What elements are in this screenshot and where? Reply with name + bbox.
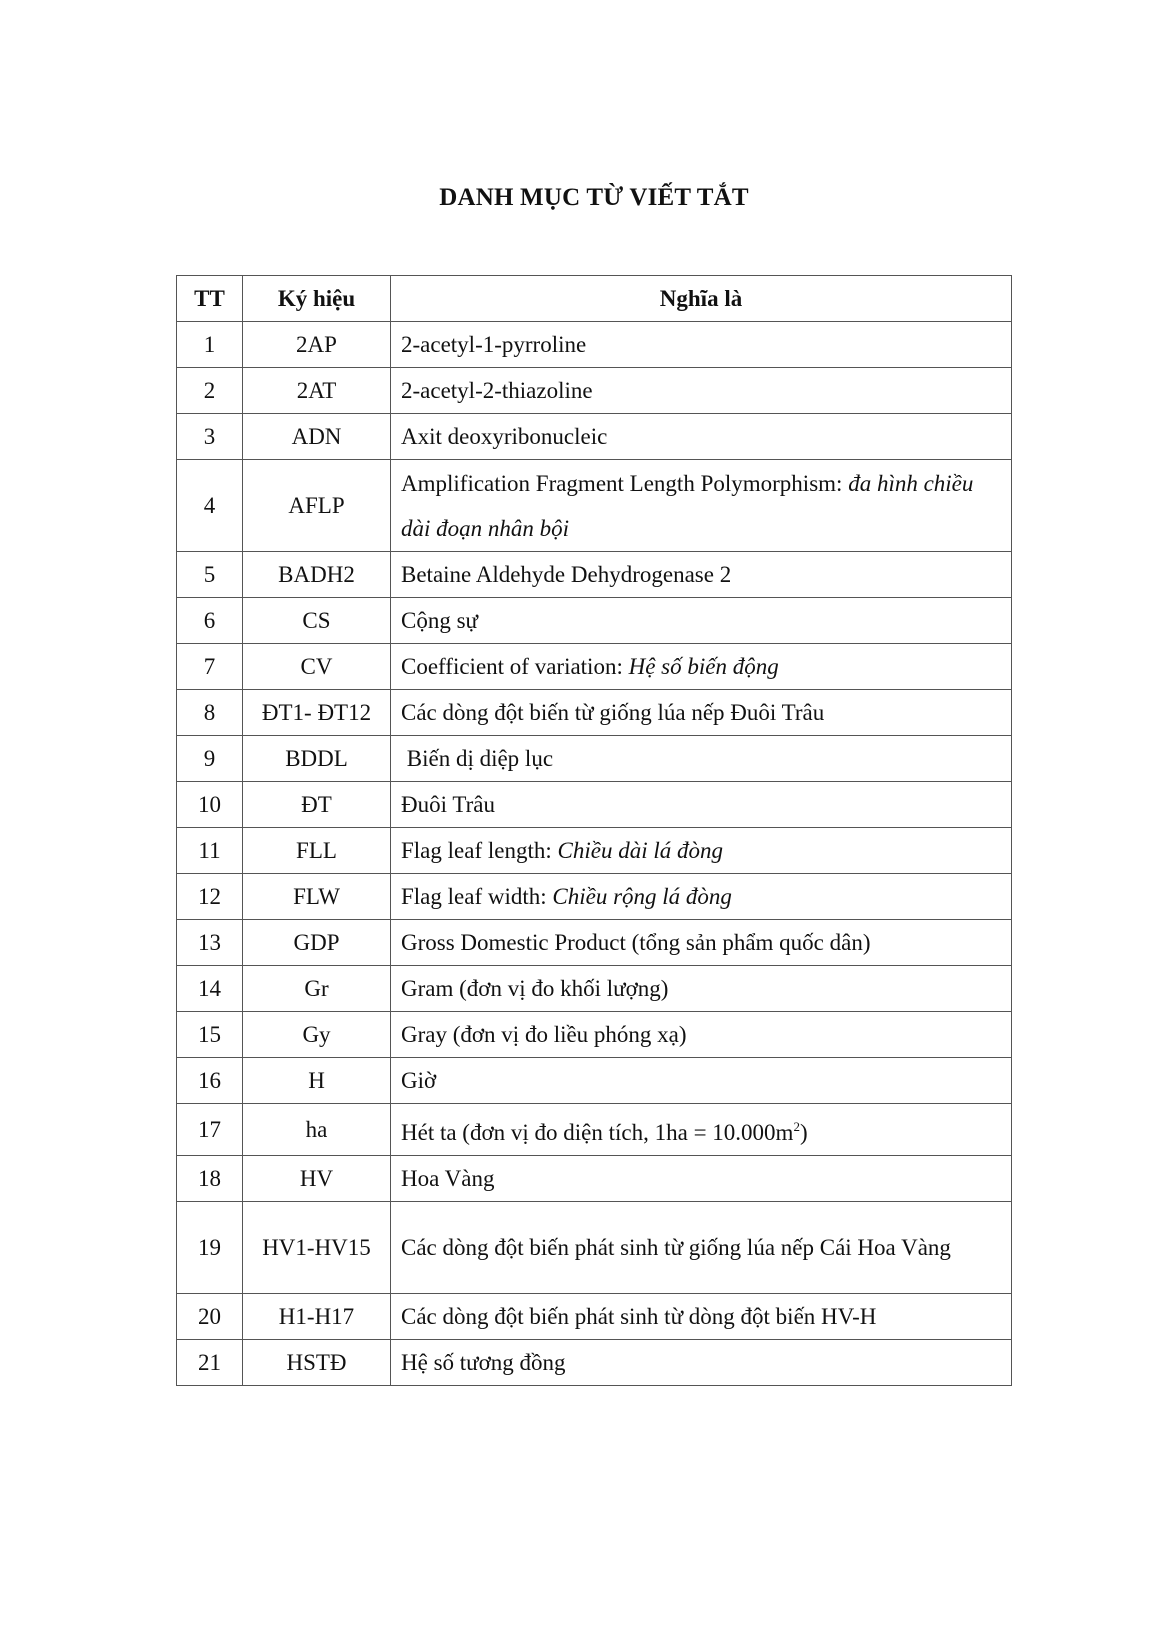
row-meaning bbox=[391, 966, 1012, 1012]
row-meaning bbox=[391, 828, 1012, 874]
table-row bbox=[177, 1104, 1012, 1156]
row-number: 8 bbox=[177, 690, 243, 736]
row-number: 18 bbox=[177, 1156, 243, 1202]
row-meaning bbox=[391, 1294, 1012, 1340]
meaning-text: Gray (đơn vị đo liều phóng xạ) bbox=[401, 1022, 687, 1047]
meaning-text: Coefficient of variation: bbox=[401, 654, 629, 679]
row-number: 4 bbox=[177, 460, 243, 552]
row-number: 12 bbox=[177, 874, 243, 920]
meaning-text: Các dòng đột biến từ giống lúa nếp Đuôi Trâu bbox=[401, 700, 825, 725]
meaning-text: Hoa Vàng bbox=[401, 1166, 495, 1191]
meaning-text: Amplification Fragment Length Polymorphism: bbox=[401, 470, 849, 496]
row-meaning bbox=[391, 874, 1012, 920]
row-number: 1 bbox=[177, 322, 243, 368]
meaning-text: Axit deoxyribonucleic bbox=[401, 424, 608, 449]
row-symbol: HV bbox=[243, 1156, 391, 1202]
meaning-text: Giờ bbox=[401, 1068, 437, 1093]
row-meaning bbox=[391, 1012, 1012, 1058]
meaning-text: Flag leaf width: bbox=[401, 884, 553, 909]
row-meaning bbox=[391, 1340, 1012, 1386]
row-number: 15 bbox=[177, 1012, 243, 1058]
row-meaning bbox=[391, 1058, 1012, 1104]
row-symbol: HV1-HV15 bbox=[243, 1202, 391, 1294]
meaning-text: 2-acetyl-2-thiazoline bbox=[401, 378, 593, 403]
row-meaning bbox=[391, 414, 1012, 460]
page-title: DANH MỤC TỪ VIẾT TẮT bbox=[439, 184, 749, 211]
meaning-italic: đa hình chiều dài đoạn nhân bội bbox=[401, 470, 974, 541]
row-meaning bbox=[391, 322, 1012, 368]
meaning-italic: Hệ số biến động bbox=[628, 654, 779, 679]
table-row bbox=[177, 460, 1012, 552]
meaning-text: Flag leaf length: bbox=[401, 838, 558, 863]
row-number: 13 bbox=[177, 920, 243, 966]
table-row bbox=[177, 644, 1012, 690]
row-symbol: 2AT bbox=[243, 368, 391, 414]
row-number: 14 bbox=[177, 966, 243, 1012]
table-row bbox=[177, 414, 1012, 460]
table-row bbox=[177, 920, 1012, 966]
table-row bbox=[177, 690, 1012, 736]
meaning-italic: Chiều rộng lá đòng bbox=[552, 884, 732, 909]
row-symbol: BADH2 bbox=[243, 552, 391, 598]
table-row bbox=[177, 782, 1012, 828]
row-number: 7 bbox=[177, 644, 243, 690]
meaning-text: Betaine Aldehyde Dehydrogenase 2 bbox=[401, 562, 732, 587]
row-number: 11 bbox=[177, 828, 243, 874]
table-row bbox=[177, 552, 1012, 598]
row-meaning bbox=[391, 644, 1012, 690]
table-row bbox=[177, 1012, 1012, 1058]
row-meaning bbox=[391, 598, 1012, 644]
row-meaning bbox=[391, 1156, 1012, 1202]
meaning-text: Hệ số tương đồng bbox=[401, 1350, 566, 1375]
row-number: 3 bbox=[177, 414, 243, 460]
meaning-text: Các dòng đột biến phát sinh từ dòng đột biến HV-H bbox=[401, 1304, 877, 1329]
table-row bbox=[177, 1202, 1012, 1294]
table-row bbox=[177, 1058, 1012, 1104]
table-row bbox=[177, 966, 1012, 1012]
meaning-italic: Chiều dài lá đòng bbox=[557, 838, 723, 863]
row-number: 2 bbox=[177, 368, 243, 414]
meaning-text: Cộng sự bbox=[401, 608, 479, 633]
table-row bbox=[177, 598, 1012, 644]
row-meaning bbox=[391, 736, 1012, 782]
row-symbol: ĐT1- ĐT12 bbox=[243, 690, 391, 736]
row-number: 5 bbox=[177, 552, 243, 598]
table-row bbox=[177, 1156, 1012, 1202]
table-row bbox=[177, 322, 1012, 368]
row-symbol: BDDL bbox=[243, 736, 391, 782]
row-number: 21 bbox=[177, 1340, 243, 1386]
row-meaning bbox=[391, 1202, 1012, 1294]
meaning-text: 2-acetyl-1-pyrroline bbox=[401, 332, 587, 357]
row-symbol: ĐT bbox=[243, 782, 391, 828]
abbreviations-table bbox=[176, 275, 1012, 1386]
row-meaning bbox=[391, 690, 1012, 736]
row-symbol: AFLP bbox=[243, 460, 391, 552]
row-symbol: 2AP bbox=[243, 322, 391, 368]
row-symbol: GDP bbox=[243, 920, 391, 966]
table-row bbox=[177, 874, 1012, 920]
table-row bbox=[177, 1340, 1012, 1386]
row-symbol: FLL bbox=[243, 828, 391, 874]
row-symbol: H bbox=[243, 1058, 391, 1104]
row-symbol: H1-H17 bbox=[243, 1294, 391, 1340]
row-number: 9 bbox=[177, 736, 243, 782]
row-meaning bbox=[391, 460, 1012, 552]
row-symbol: CV bbox=[243, 644, 391, 690]
meaning-text: Các dòng đột biến phát sinh từ giống lúa nếp Cái Hoa Vàng bbox=[401, 1235, 951, 1260]
meaning-text: Biến dị diệp lục bbox=[401, 746, 554, 771]
row-number: 20 bbox=[177, 1294, 243, 1340]
row-symbol: ha bbox=[243, 1104, 391, 1156]
row-meaning bbox=[391, 1104, 1012, 1156]
row-number: 19 bbox=[177, 1202, 243, 1294]
row-number: 10 bbox=[177, 782, 243, 828]
meaning-text: Gross Domestic Product (tổng sản phẩm quốc dân) bbox=[401, 930, 871, 955]
meaning-text: Đuôi Trâu bbox=[401, 792, 495, 817]
superscript: 2 bbox=[793, 1119, 800, 1134]
row-symbol: ADN bbox=[243, 414, 391, 460]
row-symbol: Gr bbox=[243, 966, 391, 1012]
row-symbol: Gy bbox=[243, 1012, 391, 1058]
table-row bbox=[177, 828, 1012, 874]
meaning-tail: ) bbox=[799, 1120, 808, 1145]
table-header-row bbox=[177, 276, 1012, 322]
row-number: 16 bbox=[177, 1058, 243, 1104]
row-meaning bbox=[391, 782, 1012, 828]
meaning-text: Gram (đơn vị đo khối lượng) bbox=[401, 976, 669, 1001]
row-symbol: HSTĐ bbox=[243, 1340, 391, 1386]
header-tt: TT bbox=[177, 276, 243, 322]
row-number: 17 bbox=[177, 1104, 243, 1156]
row-meaning bbox=[391, 368, 1012, 414]
row-number: 6 bbox=[177, 598, 243, 644]
row-meaning bbox=[391, 920, 1012, 966]
meaning-text: Hét ta (đơn vị đo diện tích, 1ha = 10.000m bbox=[401, 1120, 794, 1145]
table-row bbox=[177, 1294, 1012, 1340]
header-meaning: Nghĩa là bbox=[391, 276, 1012, 322]
row-symbol: FLW bbox=[243, 874, 391, 920]
row-meaning bbox=[391, 552, 1012, 598]
table-row bbox=[177, 368, 1012, 414]
row-symbol: CS bbox=[243, 598, 391, 644]
header-symbol: Ký hiệu bbox=[243, 276, 391, 322]
table-row bbox=[177, 736, 1012, 782]
